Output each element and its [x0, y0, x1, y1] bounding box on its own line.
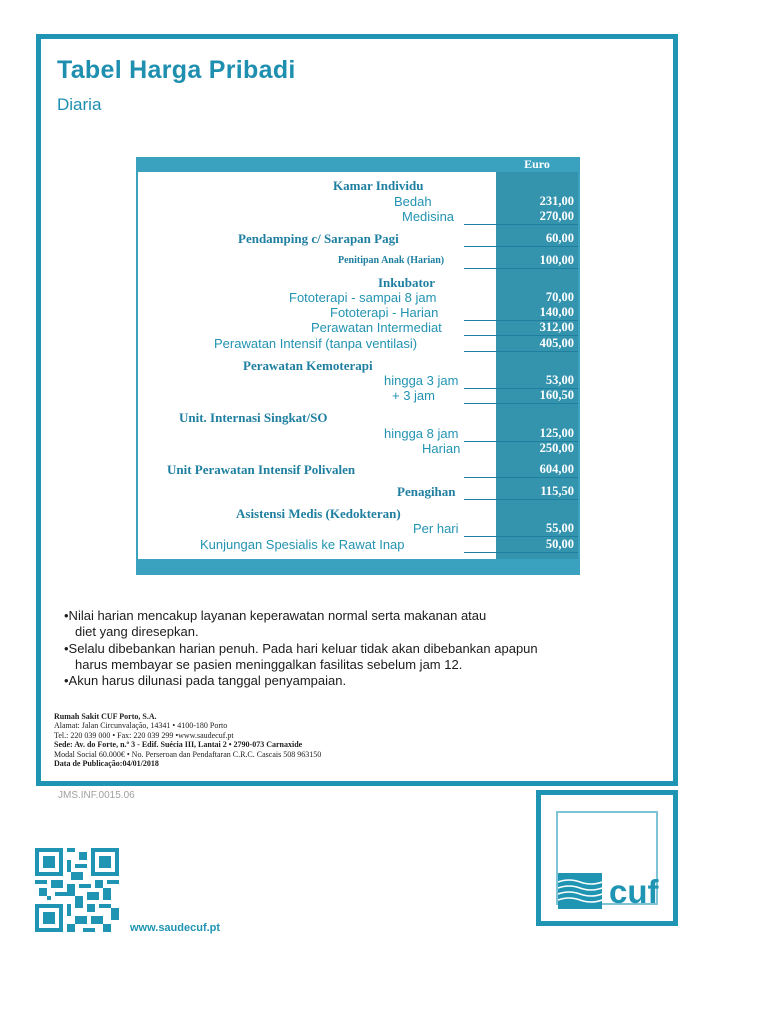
page-subtitle: Diaria [57, 95, 102, 114]
table-row [138, 426, 578, 441]
row-label: + 3 jam [392, 388, 435, 403]
row-price: 60,00 [545, 231, 574, 245]
row-price: 100,00 [539, 253, 574, 267]
table-row [138, 388, 578, 403]
company-capital: Modal Social 60.000€ • No. Perseroan dan Pendaftaran C.R.C. Cascais 508 963150 [54, 749, 322, 759]
website-link[interactable]: www.saudecuf.pt [130, 922, 221, 934]
row-price: 53,00 [545, 373, 574, 387]
row-underline [464, 246, 578, 247]
row-underline [464, 499, 578, 500]
table-row [138, 336, 578, 351]
row-label: Harian [422, 441, 461, 456]
row-label: Fototerapi - sampai 8 jam [289, 290, 437, 305]
row-label: Perawatan Intermediat [311, 320, 442, 335]
row-label: Inkubator [378, 275, 436, 290]
row-label: Kamar Individu [333, 178, 424, 193]
row-price: 604,00 [539, 462, 574, 476]
table-row [138, 253, 578, 268]
row-price: 250,00 [539, 441, 574, 455]
row-label: Pendamping c/ Sarapan Pagi [238, 231, 399, 246]
table-row [138, 194, 578, 209]
company-seat: Sede: Av. do Forte, n.º 3 - Edif. Suécia III, Lantai 2 • 2790-073 Carnaxide [54, 740, 303, 750]
row-underline [464, 351, 578, 352]
currency-header: Euro [524, 157, 550, 171]
table-row [138, 373, 578, 388]
price-table [136, 157, 580, 575]
row-label: Kunjungan Spesialis ke Rawat Inap [200, 537, 405, 552]
table-row [138, 506, 578, 521]
table-row [138, 484, 578, 499]
company-contacts: Tel.: 220 039 000 • Fax: 220 039 299 •www.saudecuf.pt [54, 730, 234, 740]
table-row [138, 178, 578, 193]
row-price: 312,00 [539, 320, 574, 334]
row-price: 55,00 [545, 521, 574, 535]
row-label: hingga 3 jam [384, 373, 459, 388]
table-row [138, 462, 578, 477]
row-label: Asistensi Medis (Kedokteran) [236, 506, 401, 521]
row-underline [464, 224, 578, 225]
row-label: hingga 8 jam [384, 426, 459, 441]
row-label: Penagihan [397, 484, 456, 499]
note-3: •Akun harus dilunasi pada tanggal penyampaian. [64, 673, 347, 689]
row-price: 160,50 [539, 388, 574, 402]
row-label: Unit. Internasi Singkat/SO [179, 410, 328, 425]
row-underline [464, 552, 578, 553]
row-label: Perawatan Kemoterapi [243, 358, 373, 373]
table-row [138, 231, 578, 246]
row-price: 115,50 [540, 484, 574, 498]
table-row [138, 441, 578, 456]
row-price: 405,00 [539, 336, 574, 350]
note-2-line-2: harus membayar se pasien meninggalkan fasilitas sebelum jam 12. [75, 656, 463, 672]
cuf-logo [536, 790, 678, 926]
row-label: Penitipan Anak (Harian) [338, 255, 445, 266]
table-row [138, 305, 578, 320]
table-row [138, 209, 578, 224]
table-row [138, 537, 578, 552]
table-row [138, 410, 578, 425]
row-underline [464, 403, 578, 404]
table-row [138, 275, 578, 290]
note-1-line-2: diet yang diresepkan. [75, 624, 199, 640]
row-label: Fototerapi - Harian [330, 305, 439, 320]
row-price: 231,00 [539, 194, 574, 208]
row-price: 70,00 [545, 290, 574, 304]
row-underline [464, 268, 578, 269]
company-footer [54, 712, 321, 768]
row-price: 270,00 [539, 209, 574, 223]
table-row [138, 320, 578, 335]
row-label: Perawatan Intensif (tanpa ventilasi) [214, 336, 418, 351]
table-header [138, 157, 578, 172]
page-title: Tabel Harga Pribadi [57, 56, 296, 84]
row-underline [464, 477, 578, 478]
note-1-line-1: •Nilai harian mencakup layanan keperawatan normal serta makanan atau [64, 608, 487, 623]
table-footer-bar [138, 559, 578, 575]
row-label: Medisina [402, 209, 455, 224]
publication-date: Data de Publicação:04/01/2018 [54, 759, 159, 769]
waves-icon [558, 873, 602, 909]
table-row [138, 290, 578, 305]
notes [64, 608, 604, 689]
row-price: 125,00 [539, 426, 574, 440]
logo-text: cuf [609, 873, 659, 910]
qr-code-icon [35, 848, 119, 932]
note-2-line-1: •Selalu dibebankan harian penuh. Pada hari keluar tidak akan dibebankan apapun [64, 640, 538, 656]
company-name: Rumah Sakit CUF Porto, S.A. [54, 712, 157, 721]
row-label: Unit Perawatan Intensif Polivalen [167, 462, 356, 477]
row-price: 50,00 [545, 537, 574, 551]
row-price: 140,00 [539, 305, 574, 319]
row-label: Per hari [413, 521, 459, 536]
row-label: Bedah [394, 194, 432, 209]
table-row [138, 358, 578, 373]
company-address: Alamat: Jalan Circunvalação, 14341 • 4100-180 Porto [54, 721, 228, 731]
table-row [138, 521, 578, 536]
document-reference: JMS.INF.0015.06 [58, 790, 135, 801]
